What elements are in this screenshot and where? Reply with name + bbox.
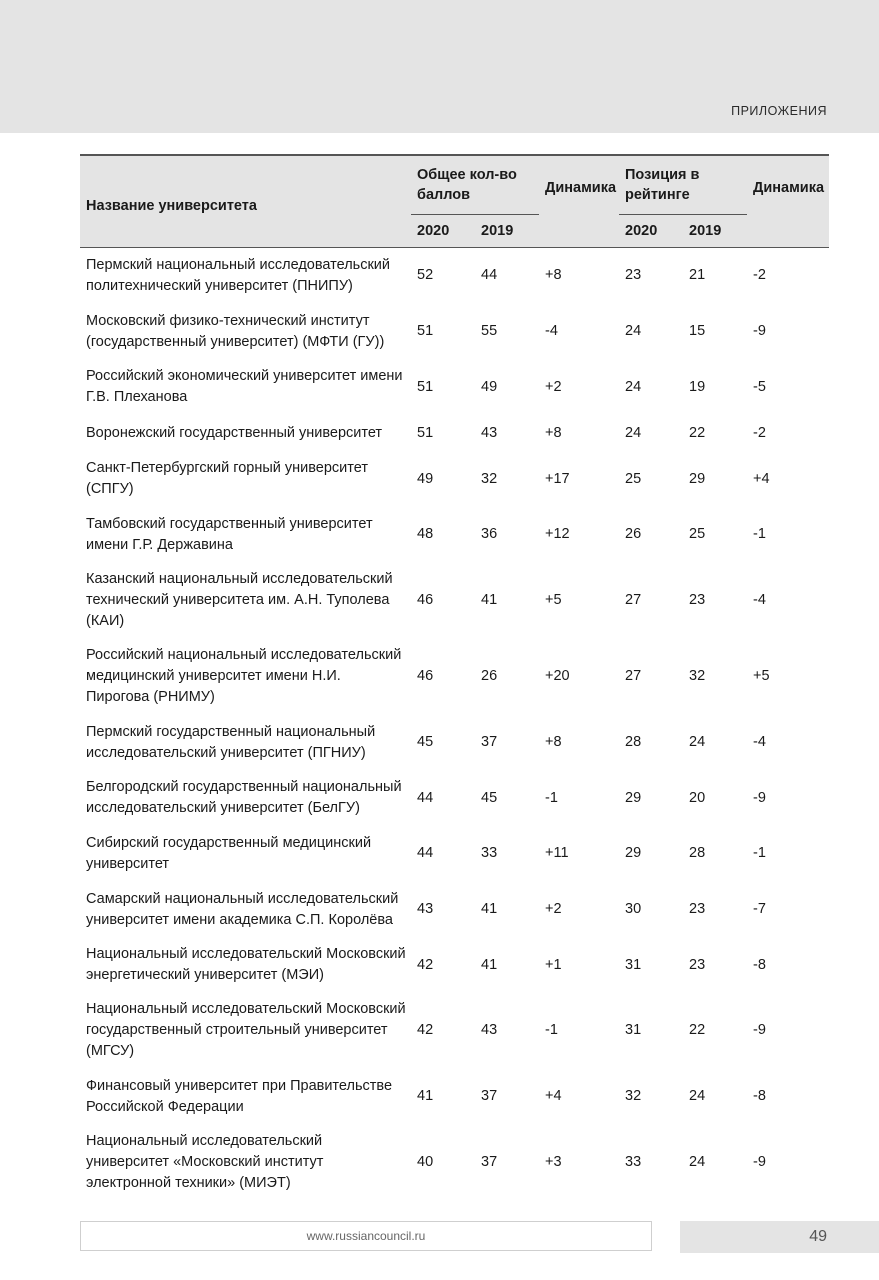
position-dynamics-cell: -2 (753, 267, 766, 284)
position-dynamics-cell: -7 (753, 901, 766, 917)
position-dynamics-cell: -9 (753, 789, 766, 806)
position-dynamics-cell: -8 (753, 956, 766, 973)
score-2019-cell: 32 (481, 470, 498, 487)
ranking-table (80, 154, 829, 1201)
score-2020-cell: 48 (417, 526, 434, 542)
score-2019-cell: 36 (481, 526, 498, 542)
header-university-name: Название университета (80, 155, 411, 248)
score-2020-cell: 44 (417, 845, 434, 861)
university-name-cell: Национальный исследовательский Московский энергетический университет (МЭИ) (86, 946, 406, 983)
position-2020-cell: 28 (625, 734, 642, 750)
position-2019-cell: 24 (689, 1088, 706, 1104)
position-2019-cell: 24 (689, 734, 706, 750)
score-2020-cell: 42 (417, 956, 434, 973)
score-2019-cell: 26 (481, 668, 498, 684)
position-2020-cell: 25 (625, 470, 642, 487)
score-dynamics-cell: +20 (545, 668, 570, 684)
score-dynamics-cell: +4 (545, 1088, 562, 1104)
table-row (80, 563, 829, 639)
position-dynamics-cell: -4 (753, 592, 766, 608)
score-2019-cell: 44 (481, 267, 498, 284)
position-dynamics-cell: +4 (753, 470, 770, 487)
position-2019-cell: 22 (689, 1022, 706, 1038)
score-2019-cell: 43 (481, 424, 498, 441)
page-number: 49 (680, 1221, 879, 1253)
score-2019-cell: 41 (481, 901, 498, 917)
score-dynamics-cell: +2 (545, 901, 562, 917)
position-2020-cell: 29 (625, 845, 642, 861)
position-2020-cell: 24 (625, 378, 642, 395)
position-2020-cell: 32 (625, 1088, 642, 1104)
position-2019-cell: 23 (689, 592, 706, 608)
position-2020-cell: 24 (625, 424, 642, 441)
university-name-cell: Санкт-Петербургский горный университет (СПГУ) (86, 460, 368, 497)
score-2020-cell: 51 (417, 378, 434, 395)
table-row (80, 826, 829, 882)
score-2020-cell: 44 (417, 789, 434, 806)
score-dynamics-cell: -1 (545, 1022, 558, 1038)
table-row (80, 415, 829, 452)
section-label: ПРИЛОЖЕНИЯ (731, 104, 827, 118)
position-2020-cell: 23 (625, 267, 642, 284)
score-2020-cell: 40 (417, 1154, 434, 1170)
score-dynamics-cell: +8 (545, 267, 562, 284)
position-2020-cell: 27 (625, 668, 642, 684)
table-row (80, 882, 829, 938)
header-rating-position: Позиция в рейтинге (619, 155, 747, 215)
header-dynamics-scores: Динамика (539, 155, 619, 248)
table-row (80, 507, 829, 563)
score-dynamics-cell: +8 (545, 734, 562, 750)
position-2020-cell: 26 (625, 526, 642, 542)
score-2019-cell: 37 (481, 734, 498, 750)
position-2020-cell: 27 (625, 592, 642, 608)
header-year-2019-scores: 2019 (475, 215, 539, 248)
position-2019-cell: 15 (689, 323, 706, 339)
position-2019-cell: 32 (689, 668, 706, 684)
score-dynamics-cell: +5 (545, 592, 562, 608)
position-2020-cell: 24 (625, 323, 642, 339)
position-dynamics-cell: -5 (753, 378, 766, 395)
position-dynamics-cell: -1 (753, 845, 766, 861)
position-2019-cell: 25 (689, 526, 706, 542)
score-dynamics-cell: +2 (545, 378, 562, 395)
position-dynamics-cell: -4 (753, 734, 766, 750)
position-dynamics-cell: -9 (753, 1022, 766, 1038)
position-dynamics-cell: -8 (753, 1088, 766, 1104)
position-2019-cell: 22 (689, 424, 706, 441)
table-row (80, 715, 829, 771)
score-2020-cell: 42 (417, 1022, 434, 1038)
score-2019-cell: 33 (481, 845, 498, 861)
university-name-cell: Сибирский государственный медицинский университет (86, 834, 372, 872)
position-dynamics-cell: -9 (753, 323, 766, 339)
table-row (80, 771, 829, 826)
header-year-2019-position: 2019 (683, 215, 747, 248)
position-2020-cell: 29 (625, 789, 642, 806)
university-name-cell: Казанский национальный исследовательский технический университета им. А.Н. Туполева (КАИ) (86, 571, 393, 629)
position-2020-cell: 33 (625, 1154, 642, 1170)
score-2020-cell: 51 (417, 424, 434, 441)
position-2019-cell: 28 (689, 845, 706, 861)
university-name-cell: Белгородский государственный национальный исследовательский университет (БелГУ) (86, 779, 402, 816)
score-dynamics-cell: +12 (545, 526, 570, 542)
position-dynamics-cell: -9 (753, 1154, 766, 1170)
score-dynamics-cell: +1 (545, 956, 562, 973)
university-name-cell: Московский физико-технический институт (государственный университет) (МФТИ (ГУ)) (86, 312, 385, 350)
score-2019-cell: 37 (481, 1154, 498, 1170)
ranking-table-container (80, 154, 829, 1201)
position-2019-cell: 23 (689, 901, 706, 917)
university-name-cell: Воронежский государственный университет (86, 424, 383, 441)
position-2019-cell: 20 (689, 789, 706, 806)
score-2020-cell: 49 (417, 470, 434, 487)
score-2020-cell: 43 (417, 901, 434, 917)
score-dynamics-cell: +3 (545, 1154, 562, 1170)
university-name-cell: Финансовый университет при Правительстве Российской Федерации (86, 1077, 393, 1115)
score-2020-cell: 46 (417, 592, 434, 608)
score-dynamics-cell: +11 (545, 845, 569, 861)
score-2020-cell: 45 (417, 734, 434, 750)
university-name-cell: Российский национальный исследовательский медицинский университет имени Н.И. Пирогова (РНИМУ) (86, 647, 402, 705)
table-row (80, 248, 829, 304)
table-row (80, 452, 829, 507)
score-2020-cell: 51 (417, 323, 434, 339)
score-dynamics-cell: -1 (545, 789, 558, 806)
score-2019-cell: 55 (481, 323, 498, 339)
table-row (80, 993, 829, 1069)
score-2019-cell: 43 (481, 1022, 498, 1038)
university-name-cell: Национальный исследовательский Московский государственный строительный университет (МГСУ) (86, 1001, 406, 1059)
score-2019-cell: 49 (481, 378, 498, 395)
university-name-cell: Тамбовский государственный университет имени Г.Р. Державина (86, 515, 373, 553)
table-row (80, 304, 829, 360)
position-2020-cell: 30 (625, 901, 642, 917)
position-dynamics-cell: -2 (753, 424, 766, 441)
table-row (80, 639, 829, 715)
position-dynamics-cell: +5 (753, 668, 770, 684)
header-dynamics-position: Динамика (747, 155, 829, 248)
position-2019-cell: 23 (689, 956, 706, 973)
score-dynamics-cell: +17 (545, 470, 570, 487)
score-2020-cell: 46 (417, 668, 434, 684)
position-2020-cell: 31 (625, 1022, 642, 1038)
score-2019-cell: 41 (481, 592, 498, 608)
header-year-2020-scores: 2020 (411, 215, 475, 248)
score-2019-cell: 45 (481, 789, 498, 806)
table-row (80, 1069, 829, 1125)
university-name-cell: Пермский государственный национальный исследовательский университет (ПГНИУ) (86, 723, 376, 761)
header-total-scores: Общее кол-во баллов (411, 155, 539, 215)
position-2020-cell: 31 (625, 956, 642, 973)
score-2020-cell: 52 (417, 267, 434, 284)
position-dynamics-cell: -1 (753, 526, 766, 542)
university-name-cell: Пермский национальный исследовательский политехнический университет (ПНИПУ) (86, 256, 391, 294)
score-2019-cell: 41 (481, 956, 498, 973)
position-2019-cell: 21 (689, 267, 706, 284)
score-2019-cell: 37 (481, 1088, 498, 1104)
table-row (80, 938, 829, 993)
score-2020-cell: 41 (417, 1088, 434, 1104)
footer-website: www.russiancouncil.ru (80, 1221, 652, 1251)
university-name-cell: Российский экономический университет имени Г.В. Плеханова (86, 368, 403, 405)
table-row (80, 1125, 829, 1201)
position-2019-cell: 24 (689, 1154, 706, 1170)
position-2019-cell: 29 (689, 470, 706, 487)
header-year-2020-position: 2020 (619, 215, 683, 248)
score-dynamics-cell: +8 (545, 424, 562, 441)
score-dynamics-cell: -4 (545, 323, 558, 339)
position-2019-cell: 19 (689, 378, 706, 395)
table-body (80, 248, 829, 1201)
table-row (80, 360, 829, 415)
university-name-cell: Национальный исследовательский университет «Московский институт электронной техники» (МИЭТ) (86, 1133, 324, 1191)
university-name-cell: Самарский национальный исследовательский университет имени академика С.П. Королёва (86, 890, 399, 928)
